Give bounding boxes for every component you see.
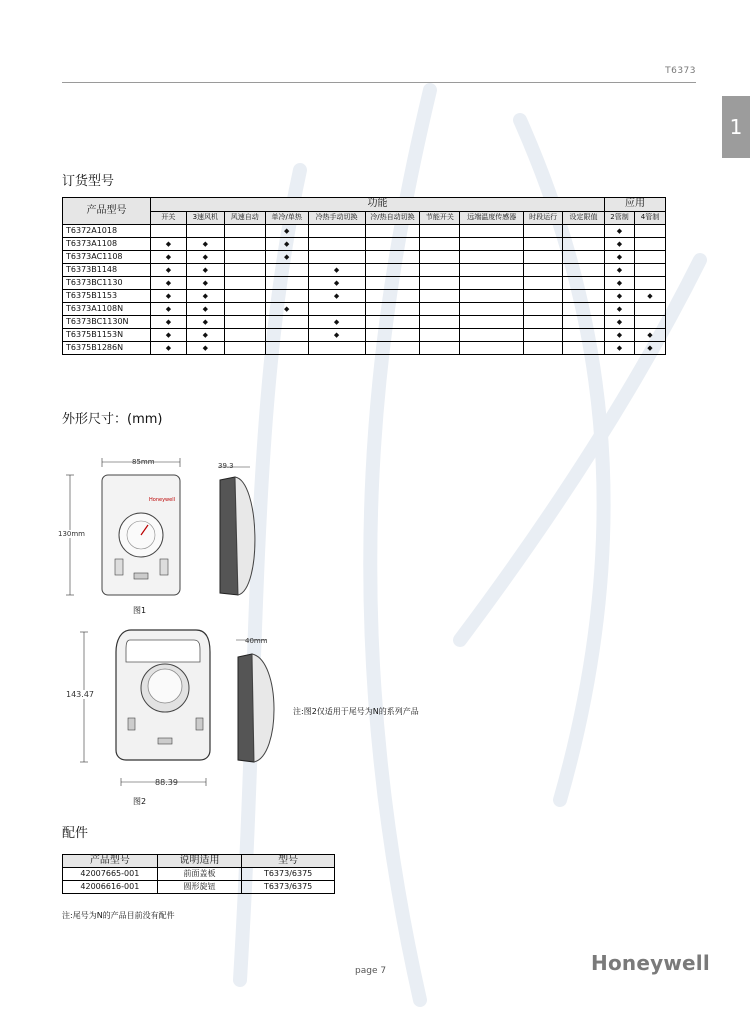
feature-mark: ◆ (265, 251, 308, 264)
feature-mark: ◆ (308, 277, 365, 290)
empty-cell (524, 238, 563, 251)
acc-fits-model: T6373/6375 (242, 868, 335, 881)
feature-mark: ◆ (150, 277, 186, 290)
acc-part-number: 42007665-001 (63, 868, 158, 881)
feature-mark: ◆ (605, 342, 635, 355)
col-header-function: 时段运行 (524, 211, 563, 225)
empty-cell (524, 303, 563, 316)
empty-cell (524, 225, 563, 238)
acc-col-desc: 说明适用 (157, 855, 242, 868)
empty-cell (265, 264, 308, 277)
feature-mark: ◆ (150, 251, 186, 264)
fig1-height-label: 130mm (58, 530, 85, 538)
empty-cell (460, 316, 524, 329)
table-row (63, 251, 666, 264)
empty-cell (224, 303, 265, 316)
empty-cell (186, 225, 224, 238)
feature-mark: ◆ (186, 303, 224, 316)
model-cell: T6373A1108 (63, 238, 151, 251)
empty-cell (365, 303, 420, 316)
empty-cell (308, 251, 365, 264)
fig2-height-label: 143.47 (66, 690, 94, 699)
empty-cell (634, 303, 665, 316)
feature-mark: ◆ (186, 342, 224, 355)
header-divider (62, 82, 696, 83)
empty-cell (365, 316, 420, 329)
acc-col-model: 产品型号 (63, 855, 158, 868)
table-row (63, 264, 666, 277)
honeywell-logo: Honeywell (591, 951, 710, 975)
acc-col-type: 型号 (242, 855, 335, 868)
feature-mark: ◆ (605, 238, 635, 251)
empty-cell (308, 238, 365, 251)
feature-mark: ◆ (605, 264, 635, 277)
table-row (63, 277, 666, 290)
empty-cell (224, 264, 265, 277)
fig2-width-label: 88.39 (155, 778, 178, 787)
fig2-note: 注:图2仅适用于尾号为N的系列产品 (293, 707, 419, 716)
table-row (63, 881, 335, 894)
feature-mark: ◆ (186, 238, 224, 251)
feature-mark: ◆ (186, 277, 224, 290)
empty-cell (524, 316, 563, 329)
empty-cell (460, 251, 524, 264)
empty-cell (224, 342, 265, 355)
fig1-depth-label: 39.3 (218, 462, 234, 470)
empty-cell (460, 303, 524, 316)
feature-mark: ◆ (150, 264, 186, 277)
model-cell: T6373AC1108 (63, 251, 151, 264)
empty-cell (308, 342, 365, 355)
empty-cell (365, 264, 420, 277)
feature-mark: ◆ (186, 251, 224, 264)
empty-cell (563, 303, 605, 316)
empty-cell (365, 238, 420, 251)
feature-mark: ◆ (634, 290, 665, 303)
empty-cell (365, 277, 420, 290)
empty-cell (634, 277, 665, 290)
empty-cell (524, 342, 563, 355)
feature-mark: ◆ (634, 329, 665, 342)
empty-cell (524, 329, 563, 342)
table-row (63, 225, 666, 238)
empty-cell (563, 251, 605, 264)
empty-cell (524, 251, 563, 264)
empty-cell (563, 277, 605, 290)
feature-mark: ◆ (605, 316, 635, 329)
col-header-model: 产品型号 (63, 198, 151, 225)
empty-cell (460, 225, 524, 238)
feature-mark: ◆ (150, 316, 186, 329)
chapter-tab: 1 (722, 96, 750, 158)
empty-cell (634, 251, 665, 264)
col-header-function: 节能开关 (420, 211, 460, 225)
col-header-function: 冷/热自动切换 (365, 211, 420, 225)
col-header-function: 单冷/单热 (265, 211, 308, 225)
empty-cell (420, 303, 460, 316)
empty-cell (420, 238, 460, 251)
page-number: page 7 (355, 966, 387, 976)
empty-cell (224, 238, 265, 251)
col-header-application: 2管制 (605, 211, 635, 225)
feature-mark: ◆ (308, 264, 365, 277)
empty-cell (265, 316, 308, 329)
empty-cell (420, 225, 460, 238)
empty-cell (265, 290, 308, 303)
empty-cell (365, 290, 420, 303)
empty-cell (563, 290, 605, 303)
accessories-table (62, 854, 335, 894)
table-row (63, 329, 666, 342)
feature-mark: ◆ (605, 329, 635, 342)
empty-cell (524, 277, 563, 290)
fig1-caption: 图1 (133, 606, 147, 615)
empty-cell (634, 316, 665, 329)
model-cell: T6375B1153N (63, 329, 151, 342)
empty-cell (420, 342, 460, 355)
fig2-depth-label: 40mm (245, 637, 268, 645)
acc-description: 前面盖板 (157, 868, 242, 881)
table-row (63, 290, 666, 303)
header-model-code: T6373 (665, 66, 696, 76)
feature-mark: ◆ (150, 238, 186, 251)
acc-part-number: 42006616-001 (63, 881, 158, 894)
feature-mark: ◆ (265, 303, 308, 316)
feature-mark: ◆ (150, 342, 186, 355)
feature-mark: ◆ (605, 277, 635, 290)
feature-mark: ◆ (605, 251, 635, 264)
empty-cell (420, 277, 460, 290)
table-row (63, 868, 335, 881)
empty-cell (420, 316, 460, 329)
empty-cell (308, 225, 365, 238)
figure-2-drawing (66, 622, 296, 802)
ordering-table (62, 197, 666, 355)
empty-cell (563, 264, 605, 277)
feature-mark: ◆ (186, 316, 224, 329)
model-cell: T6375B1286N (63, 342, 151, 355)
empty-cell (265, 342, 308, 355)
empty-cell (634, 225, 665, 238)
empty-cell (420, 264, 460, 277)
empty-cell (563, 329, 605, 342)
feature-mark: ◆ (605, 290, 635, 303)
empty-cell (460, 264, 524, 277)
empty-cell (460, 290, 524, 303)
model-cell: T6373A1108N (63, 303, 151, 316)
empty-cell (460, 277, 524, 290)
table-row (63, 238, 666, 251)
feature-mark: ◆ (186, 264, 224, 277)
empty-cell (224, 329, 265, 342)
empty-cell (150, 225, 186, 238)
acc-description: 圆形旋钮 (157, 881, 242, 894)
fig2-caption: 图2 (133, 797, 147, 806)
ordering-section-title: 订货型号 (62, 174, 115, 189)
empty-cell (420, 290, 460, 303)
feature-mark: ◆ (186, 329, 224, 342)
empty-cell (460, 342, 524, 355)
model-cell: T6373BC1130 (63, 277, 151, 290)
col-header-function: 设定限值 (563, 211, 605, 225)
col-header-function: 远端温度传感器 (460, 211, 524, 225)
empty-cell (524, 290, 563, 303)
empty-cell (365, 329, 420, 342)
feature-mark: ◆ (605, 225, 635, 238)
empty-cell (420, 251, 460, 264)
empty-cell (265, 329, 308, 342)
empty-cell (563, 225, 605, 238)
empty-cell (563, 342, 605, 355)
empty-cell (224, 225, 265, 238)
feature-mark: ◆ (308, 316, 365, 329)
empty-cell (224, 277, 265, 290)
col-header-function: 开关 (150, 211, 186, 225)
feature-mark: ◆ (265, 225, 308, 238)
feature-mark: ◆ (634, 342, 665, 355)
model-cell: T6375B1153 (63, 290, 151, 303)
feature-mark: ◆ (308, 290, 365, 303)
empty-cell (524, 264, 563, 277)
col-header-function: 3速风机 (186, 211, 224, 225)
empty-cell (308, 303, 365, 316)
device-brand-label: Honeywell (149, 497, 175, 503)
table-row (63, 342, 666, 355)
empty-cell (365, 225, 420, 238)
col-header-application: 4管制 (634, 211, 665, 225)
feature-mark: ◆ (265, 238, 308, 251)
group-header-application: 应用 (605, 198, 666, 212)
empty-cell (460, 329, 524, 342)
empty-cell (460, 238, 524, 251)
accessories-note: 注:尾号为N的产品目前没有配件 (62, 911, 175, 920)
empty-cell (563, 316, 605, 329)
table-row (63, 316, 666, 329)
empty-cell (224, 290, 265, 303)
model-cell: T6373B1148 (63, 264, 151, 277)
empty-cell (563, 238, 605, 251)
feature-mark: ◆ (605, 303, 635, 316)
figure-1-drawing (60, 455, 290, 615)
empty-cell (634, 238, 665, 251)
empty-cell (634, 264, 665, 277)
feature-mark: ◆ (308, 329, 365, 342)
dimensions-section-title: 外形尺寸：(mm) (62, 412, 163, 427)
empty-cell (365, 251, 420, 264)
empty-cell (420, 329, 460, 342)
col-header-function: 风速自动 (224, 211, 265, 225)
feature-mark: ◆ (150, 329, 186, 342)
feature-mark: ◆ (150, 290, 186, 303)
model-cell: T6373BC1130N (63, 316, 151, 329)
accessories-section-title: 配件 (62, 826, 89, 841)
empty-cell (365, 342, 420, 355)
col-header-function: 冷热手动切换 (308, 211, 365, 225)
empty-cell (265, 277, 308, 290)
empty-cell (224, 251, 265, 264)
feature-mark: ◆ (150, 303, 186, 316)
table-row (63, 303, 666, 316)
empty-cell (224, 316, 265, 329)
fig1-width-label: 85mm (132, 458, 155, 466)
model-cell: T6372A1018 (63, 225, 151, 238)
group-header-function: 功能 (150, 198, 604, 212)
acc-fits-model: T6373/6375 (242, 881, 335, 894)
feature-mark: ◆ (186, 290, 224, 303)
